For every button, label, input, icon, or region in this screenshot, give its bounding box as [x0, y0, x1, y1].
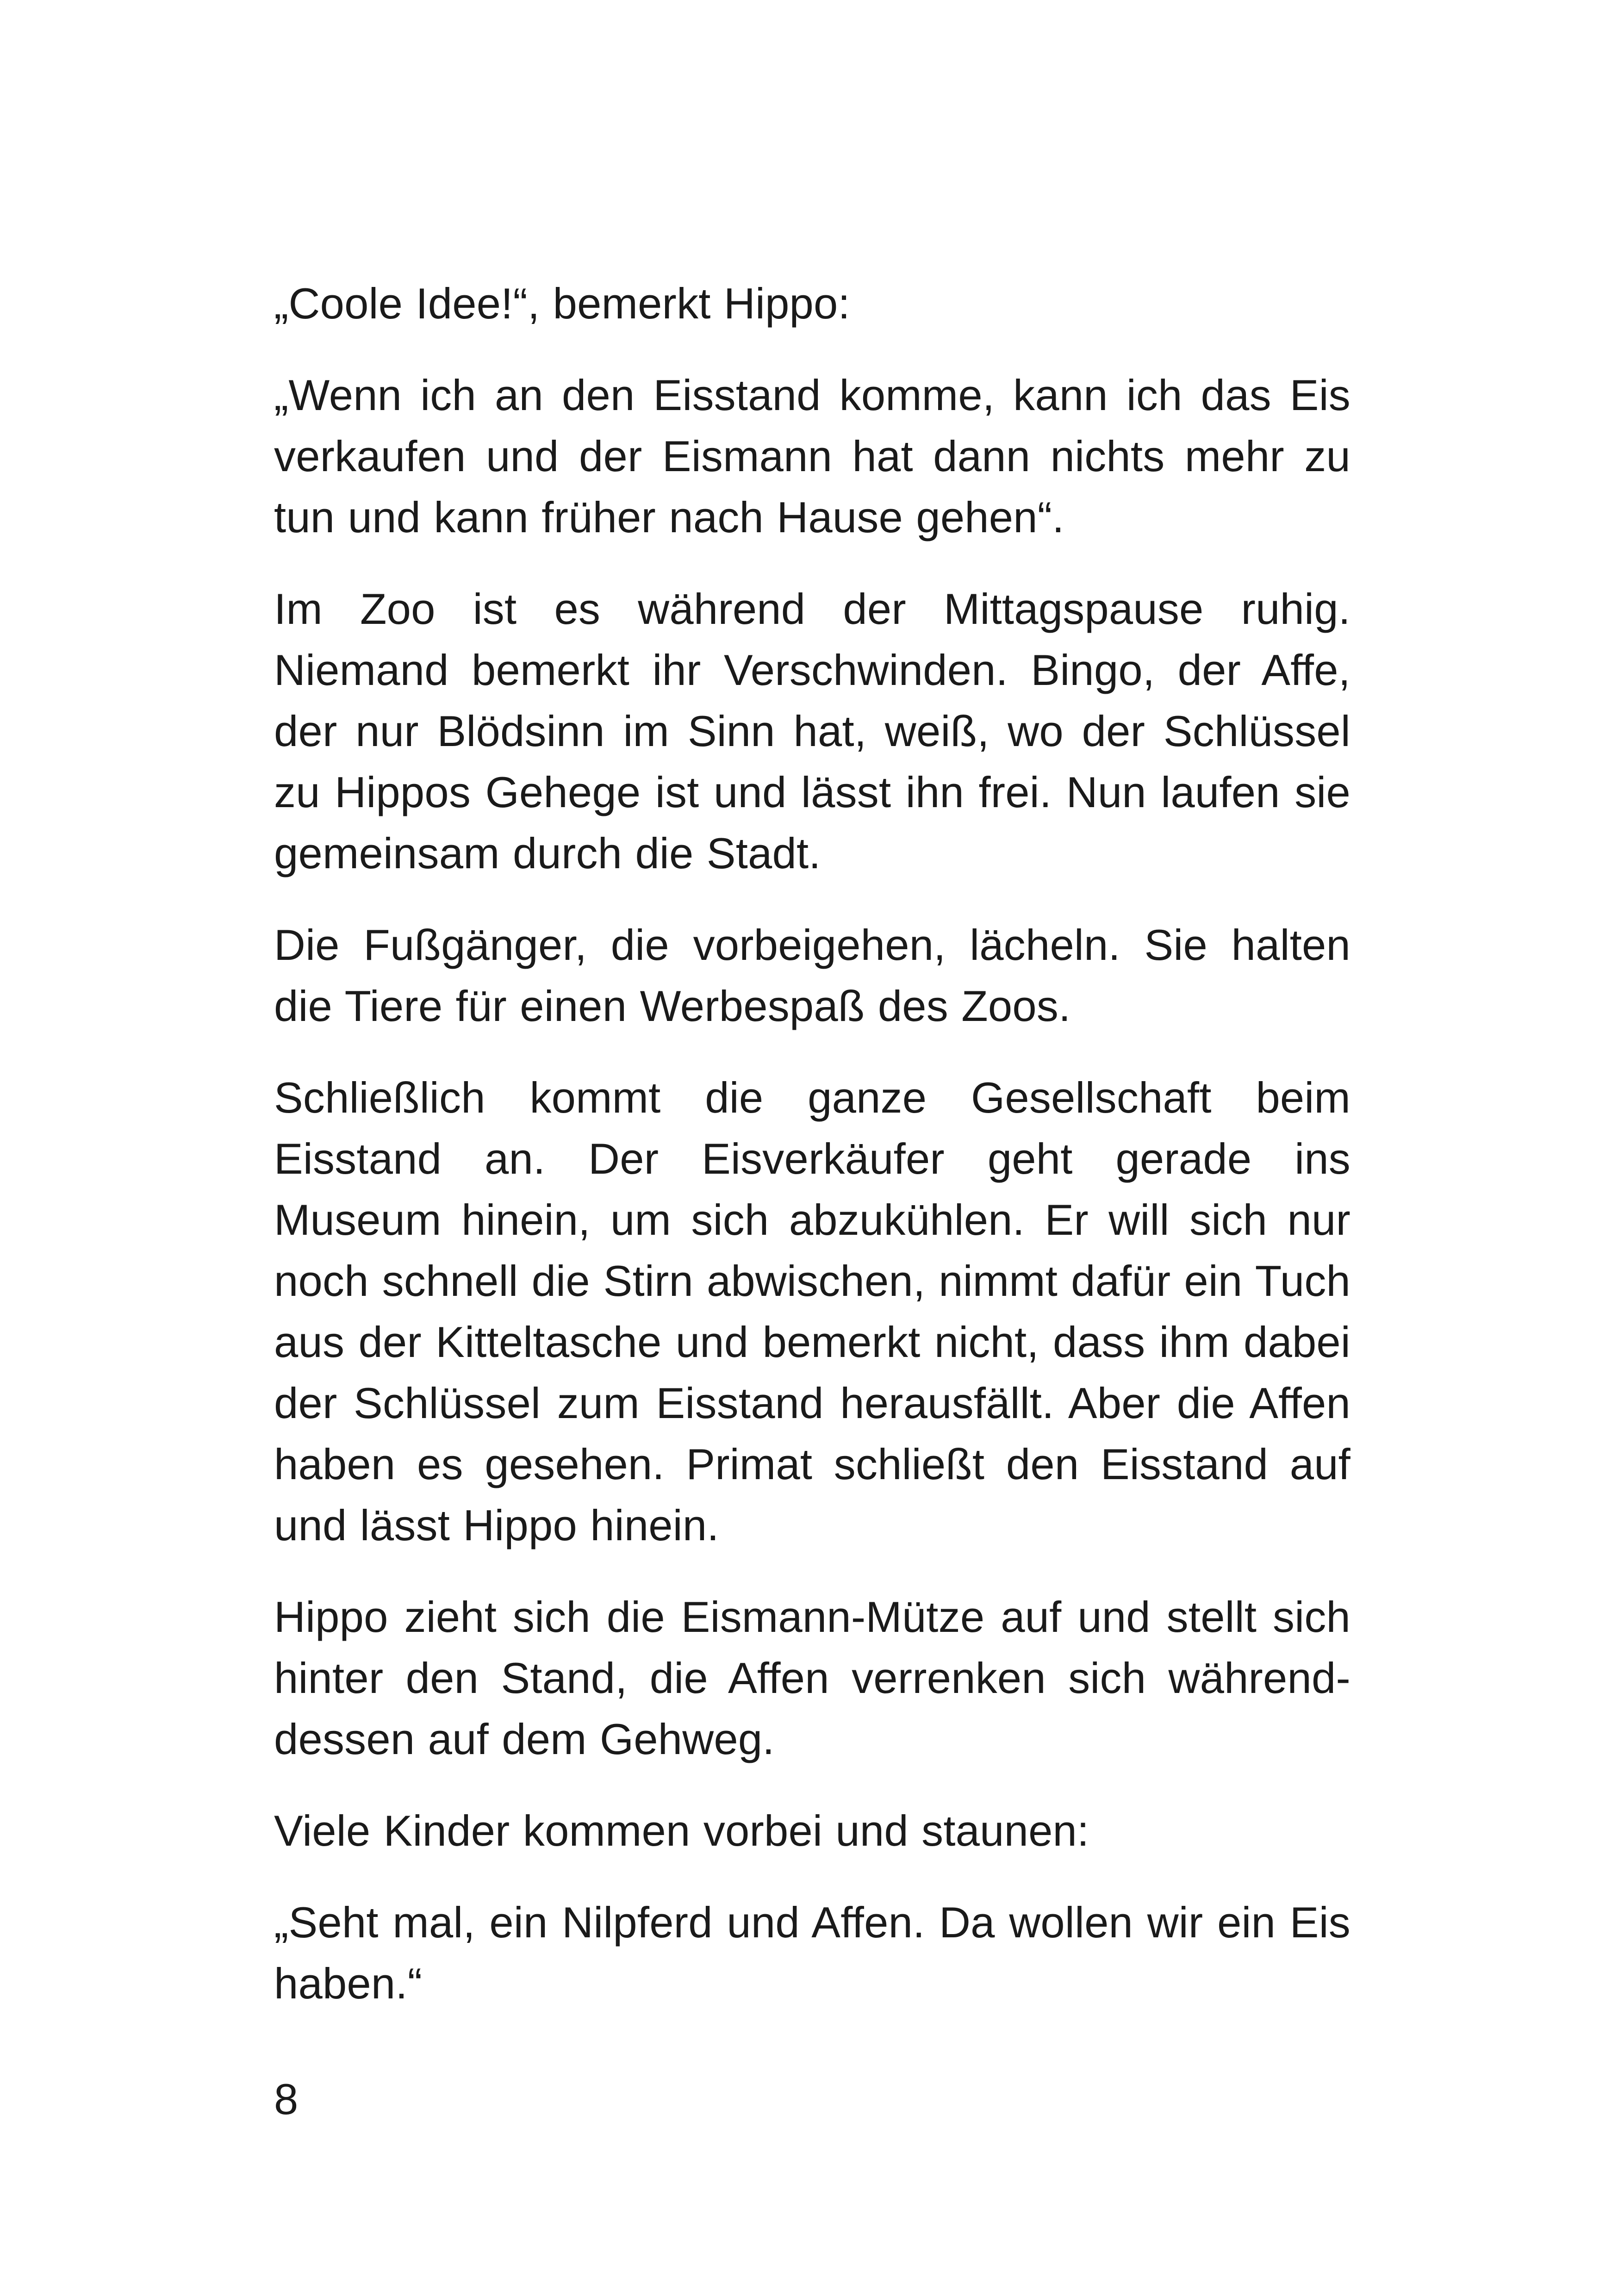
paragraph: Die Fußgänger, die vorbeigehen, lächeln. Sie halten die Tiere für einen Werbespaß des Zoos.: [274, 921, 1350, 1030]
paragraph: Viele Kinder kommen vorbei und staunen:: [274, 1806, 1089, 1855]
paragraph: Im Zoo ist es während der Mittagspause ruhig. Niemand bemerkt ihr Verschwinden. Bingo, der Affe, der nur Blödsinn im Sinn hat, weiß, wo der Schlüssel zu Hippos Gehege ist und lässt ihn frei. Nun laufen sie gemeinsam durch die Stadt.: [274, 585, 1350, 877]
paragraph: Hippo zieht sich die Eismann-Mütze auf und stellt sich hinter den Stand, die Affen verrenken sich während-dessen auf dem Gehweg.: [274, 1593, 1350, 1763]
paragraph: Schließlich kommt die ganze Gesellschaft beim Eisstand an. Der Eisverkäufer geht gerade ins Museum hinein, um sich abzukühlen. Er will sich nur noch schnell die Stirn abwischen, nimmt dafür ein Tuch aus der Kitteltasche und bemerkt nicht, dass ihm dabei der Schlüssel zum Eisstand herausfällt. Aber die Affen haben es gesehen. Primat schließt den Eisstand auf und lässt Hippo hinein.: [274, 1073, 1350, 1549]
paragraph: „Coole Idee!“, bemerkt Hippo:: [274, 279, 850, 328]
body-text: [274, 273, 1350, 2045]
paragraph: „Seht mal, ein Nilpferd und Affen. Da wollen wir ein Eis haben.“: [274, 1898, 1350, 2008]
paragraph: „Wenn ich an den Eisstand komme, kann ich das Eis verkaufen und der Eismann hat dann nichts mehr zu tun und kann früher nach Hause gehen“.: [274, 371, 1350, 541]
page-number: 8: [274, 2075, 299, 2123]
